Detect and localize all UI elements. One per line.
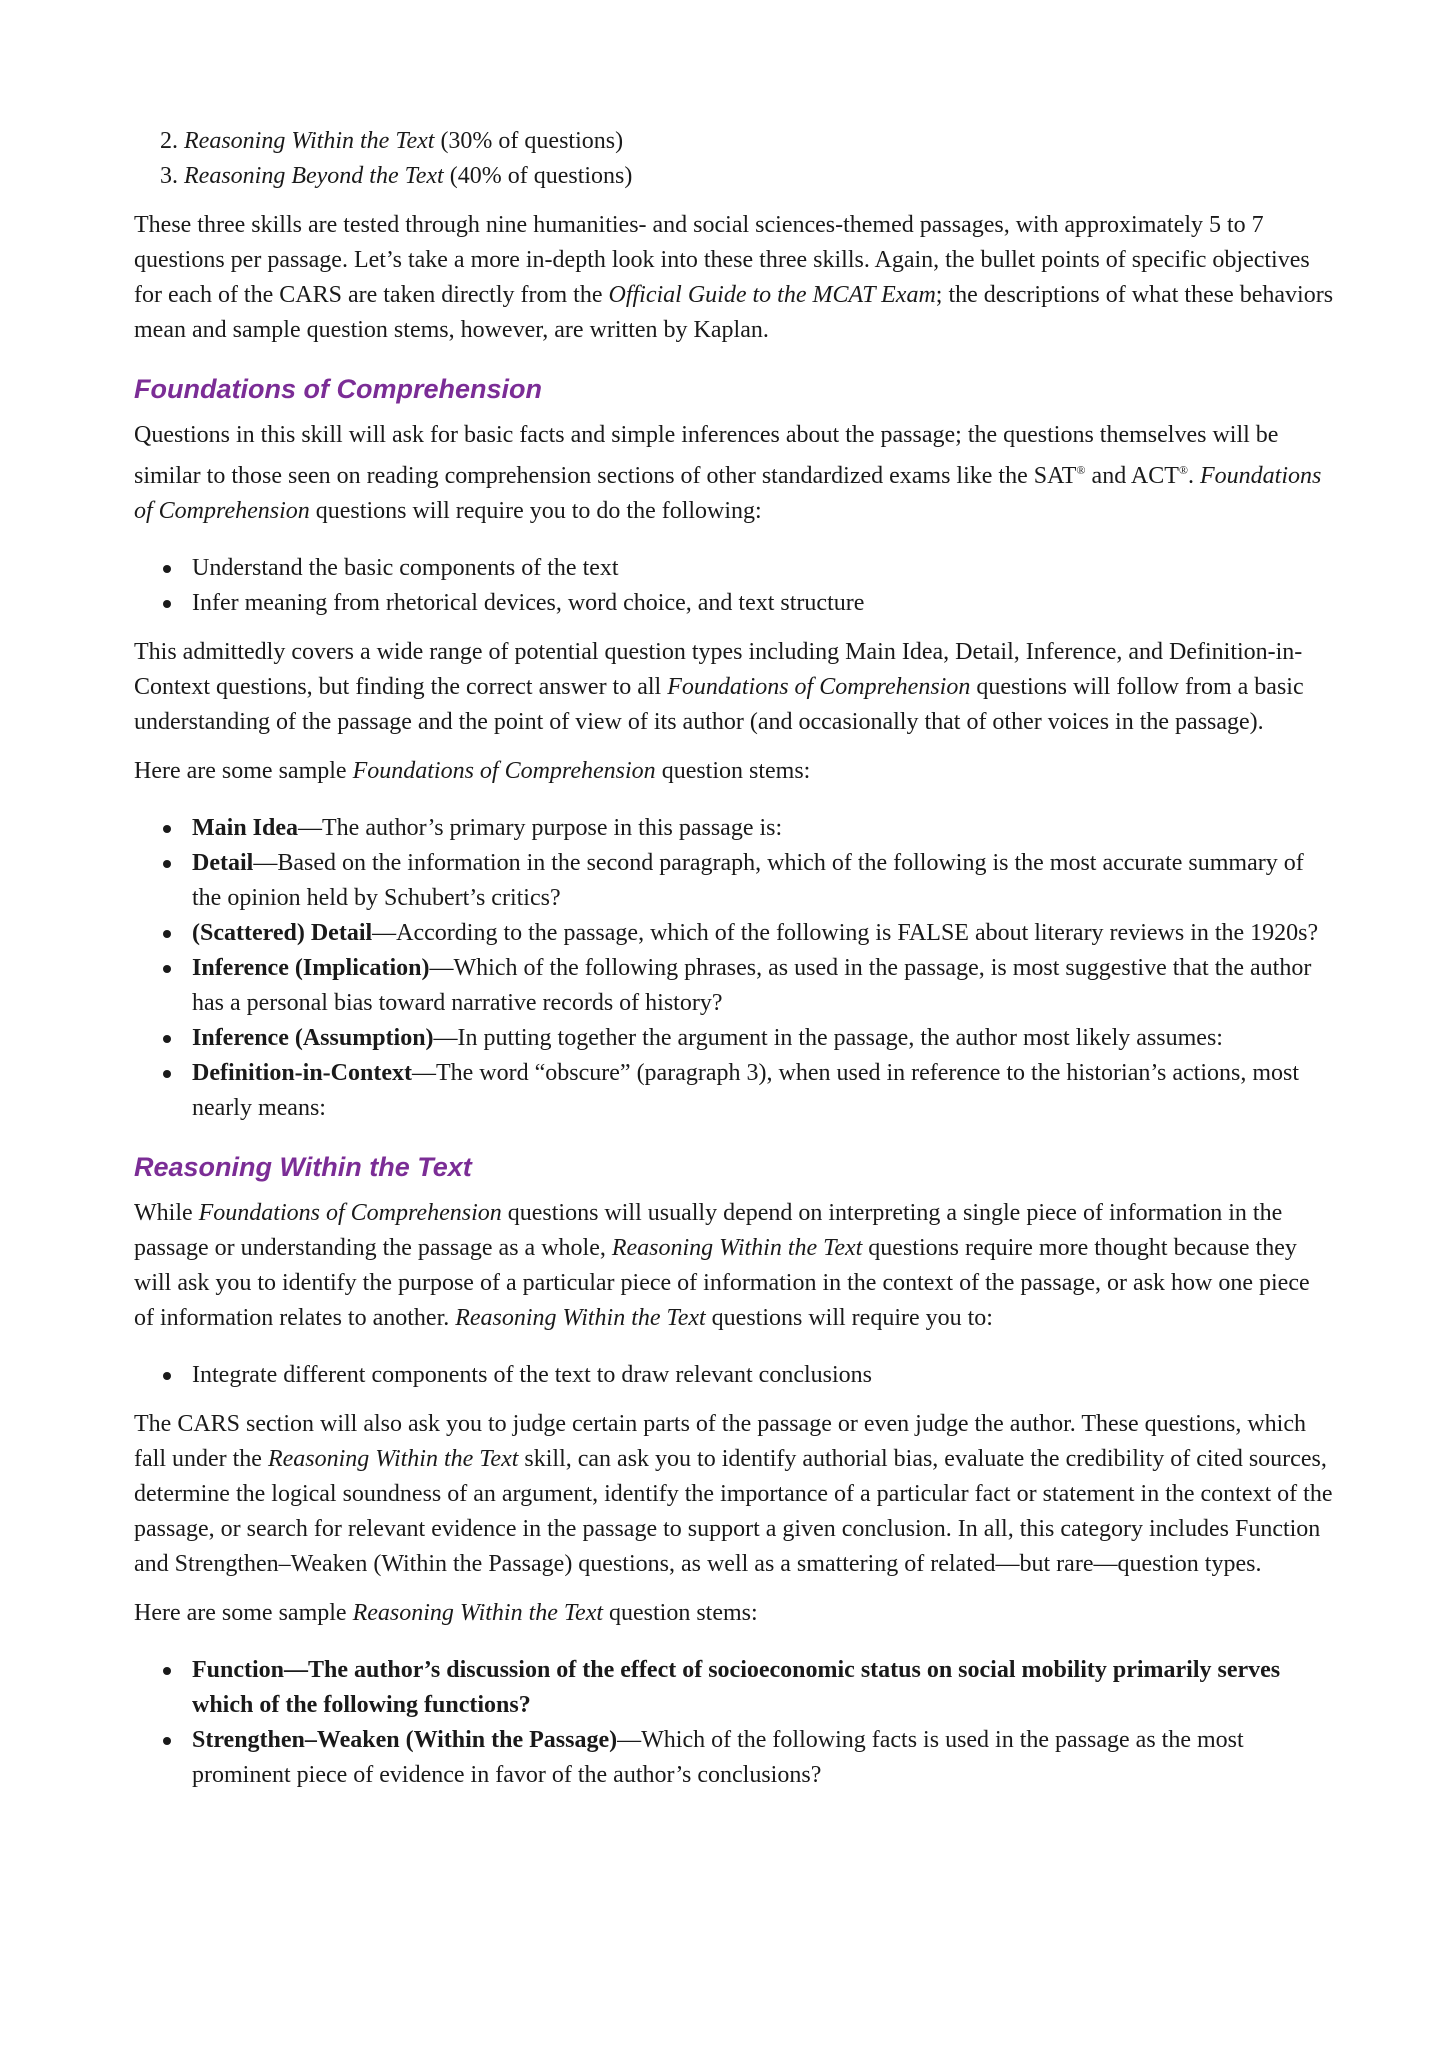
list-item: Inference (Implication)—Which of the following phrases, as used in the passage, is most suggestive that the author has a personal bias toward narrative records of history? [192,951,1334,1021]
foundations-paragraph-2: This admittedly covers a wide range of potential question types including Main Idea, Detail, Inference, and Definition-in-Context questions, but finding the correct answer to all Foundations of Comprehension questions will follow from a basic understanding of the passage and the point of view of its author (and occasionally that of other voices in the passage). [134,639,1304,735]
bullet-icon [163,860,171,868]
bullet-icon [163,1070,171,1078]
list-item: Infer meaning from rhetorical devices, word choice, and text structure [192,586,1334,621]
foundations-paragraph-3: Here are some sample Foundations of Comprehension question stems: [134,758,811,784]
bullet-icon [163,825,171,833]
bullet-icon [163,1737,171,1745]
bullet-icon [163,965,171,973]
numbered-item: 3. Reasoning Beyond the Text (40% of questions) [160,163,633,189]
intro-paragraph: These three skills are tested through nine humanities- and social sciences-themed passages, with approximately 5 to 7 questions per passage. Let’s take a more in-depth look into these three skills. Again, the bullet points of specific objectives for each of the CARS are taken directly from the Official Guide to the MCAT Exam; the descriptions of what these behaviors mean and sample question stems, however, are written by Kaplan. [134,212,1334,343]
list-item: Detail—Based on the information in the second paragraph, which of the following is the most accurate summary of the opinion held by Schubert’s critics? [192,846,1334,916]
numbered-item: 2. Reasoning Within the Text (30% of questions) [160,128,624,154]
skills-numbered-list [134,124,1334,194]
reasoning-paragraph-2: The CARS section will also ask you to judge certain parts of the passage or even judge the author. These questions, which fall under the Reasoning Within the Text skill, can ask you to identify authorial bias, evaluate the credibility of cited sources, determine the logical soundness of an argument, identify the importance of a particular fact or statement in the context of the passage, or search for relevant evidence in the passage to support a given conclusion. In all, this category includes Function and Strengthen–Weaken (Within the Passage) questions, as well as a smattering of related—but rare—question types. [134,1411,1333,1577]
bullet-icon [163,1667,171,1675]
bullet-icon [163,930,171,938]
list-item: Main Idea—The author’s primary purpose in this passage is: [192,811,1334,846]
reasoning-stems-list [134,1653,1334,1793]
foundations-stems-list [134,811,1334,1126]
list-item: Strengthen–Weaken (Within the Passage)—Which of the following facts is used in the passage as the most prominent piece of evidence in favor of the author’s conclusions? [192,1723,1334,1793]
reasoning-paragraph-3: Here are some sample Reasoning Within the Text question stems: [134,1600,758,1626]
reasoning-objectives-list [134,1358,1334,1393]
bullet-icon [163,600,171,608]
list-item: Definition-in-Context—The word “obscure” (paragraph 3), when used in reference to the historian’s actions, most nearly means: [192,1056,1334,1126]
reasoning-paragraph-1: While Foundations of Comprehension questions will usually depend on interpreting a single piece of information in the passage or understanding the passage as a whole, Reasoning Within the Text questions require more thought because they will ask you to identify the purpose of a particular piece of information in the context of the passage, or ask how one piece of information relates to another. Reasoning Within the Text questions will require you to: [134,1200,1310,1331]
list-item: Inference (Assumption)—In putting together the argument in the passage, the author most likely assumes: [192,1021,1334,1056]
foundations-paragraph-1: Questions in this skill will ask for basic facts and simple inferences about the passage; the questions themselves will be similar to those seen on reading comprehension sections of other standardized exams like the SAT® and ACT®. Foundations of Comprehension questions will require you to do the following: [134,422,1322,524]
section-heading-reasoning-within: Reasoning Within the Text [134,1152,472,1182]
bullet-icon [163,565,171,573]
bullet-icon [163,1372,171,1380]
list-item: Function—The author’s discussion of the effect of socioeconomic status on social mobility primarily serves which of the following functions? [192,1653,1334,1723]
section-heading-foundations: Foundations of Comprehension [134,374,542,404]
list-item: Understand the basic components of the text [192,551,1334,586]
foundations-objectives-list [134,551,1334,621]
list-item: (Scattered) Detail—According to the passage, which of the following is FALSE about literary reviews in the 1920s? [192,916,1334,951]
document-page [134,124,1334,1807]
list-item: Integrate different components of the text to draw relevant conclusions [192,1358,1334,1393]
bullet-icon [163,1035,171,1043]
